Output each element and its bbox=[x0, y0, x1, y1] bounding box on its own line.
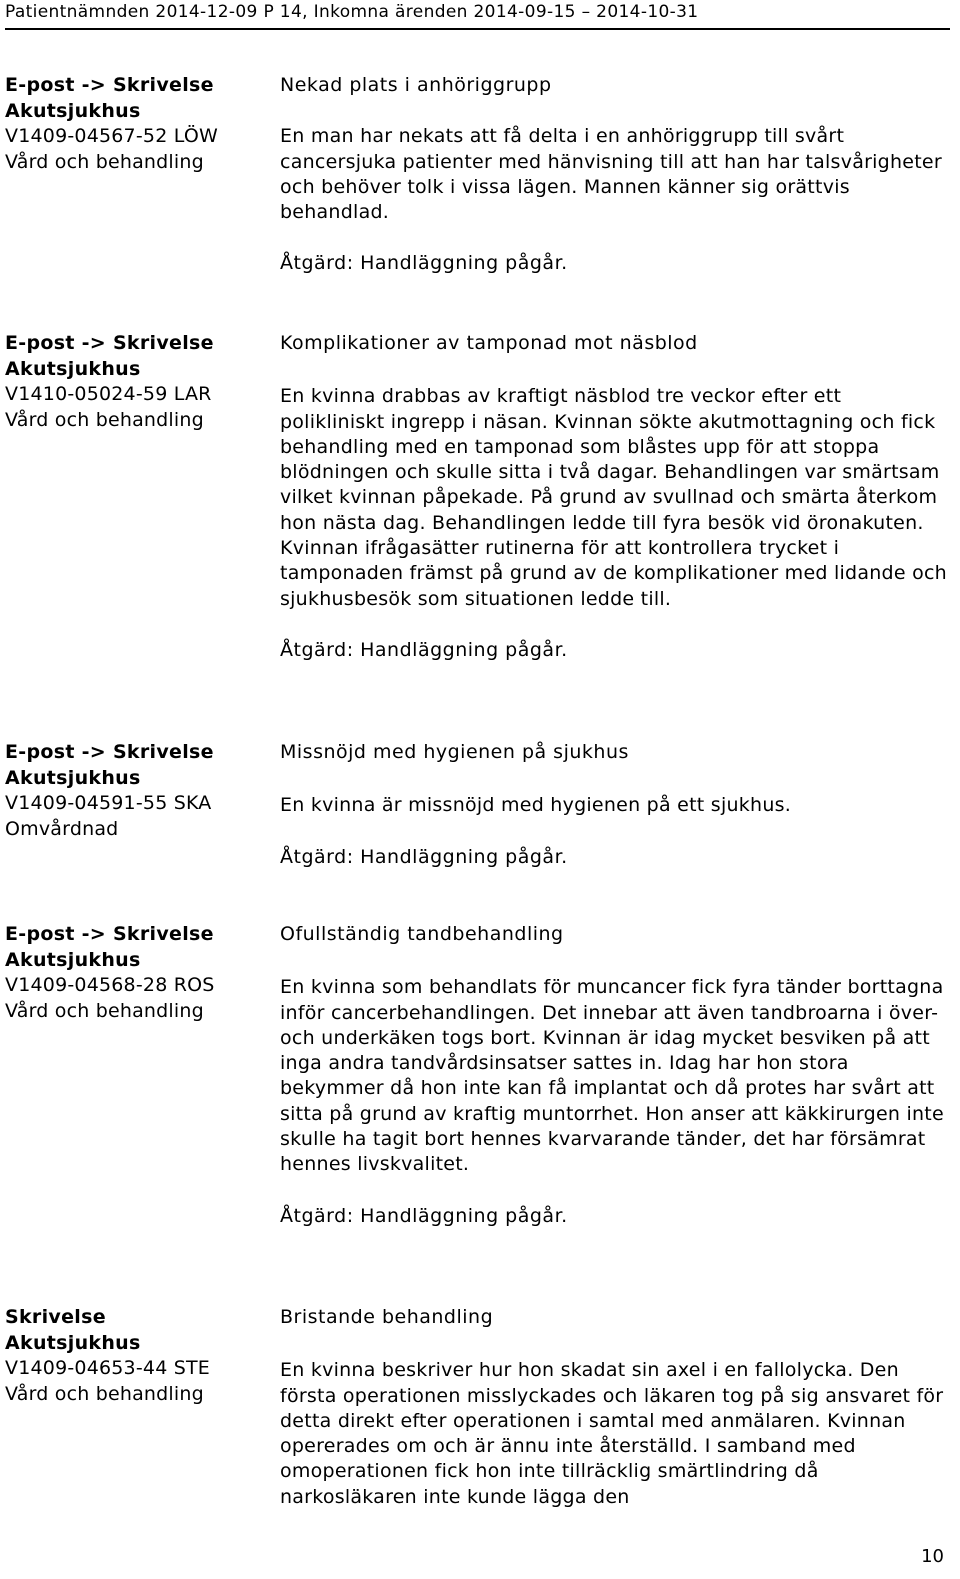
case-body bbox=[280, 922, 948, 1229]
case-unit: Akutsjukhus bbox=[5, 766, 141, 789]
case-body bbox=[280, 740, 948, 870]
case-category: Vård och behandling bbox=[5, 150, 204, 173]
case-id: V1410-05024-59 LAR bbox=[5, 383, 212, 405]
case-description: En kvinna drabbas av kraftigt näsblod tre veckor efter ett polikliniskt ingrepp i näsan. Kvinnan sökte akutmottagning och fick behandling med en tamponad som blåstes upp för att stoppa blödningen och skulle sitta i två dagar. Behandlingen var smärtsam vilket kvinnan påpekade. På grund av svullnad och smärta återkom hon nästa dag. Behandlingen ledde till fyra besök vid öronakuten. Kvinnan ifrågasätter rutinerna för att kontrollera trycket i tamponaden främst på grund av de komplikationer med lidande och sjukhusbesök som situationen ledde till. bbox=[280, 385, 947, 610]
case-meta bbox=[5, 73, 265, 175]
case-id: V1409-04591-55 SKA bbox=[5, 792, 212, 814]
case-meta bbox=[5, 1305, 265, 1407]
case-body bbox=[280, 1305, 948, 1536]
case-source: E-post -> Skrivelse bbox=[5, 332, 214, 354]
case-source: Skrivelse bbox=[5, 1306, 106, 1328]
case-body bbox=[280, 331, 948, 663]
case-action: Åtgärd: Handläggning pågår. bbox=[280, 1204, 568, 1227]
case-source: E-post -> Skrivelse bbox=[5, 74, 214, 96]
case-meta bbox=[5, 740, 265, 842]
case-body bbox=[280, 73, 948, 277]
case-unit: Akutsjukhus bbox=[5, 357, 141, 380]
case-title: Komplikationer av tamponad mot näsblod bbox=[280, 332, 698, 354]
case-id: V1409-04567-52 LÖW bbox=[5, 125, 218, 147]
case-title: Bristande behandling bbox=[280, 1306, 494, 1328]
case-category: Omvårdnad bbox=[5, 817, 119, 840]
case-unit: Akutsjukhus bbox=[5, 1331, 141, 1354]
case-meta bbox=[5, 922, 265, 1024]
case-category: Vård och behandling bbox=[5, 1382, 204, 1405]
case-description: En kvinna beskriver hur hon skadat sin axel i en fallolycka. Den första operationen misslyckades och läkaren tog på sig ansvaret för detta direkt efter operationen i samtal med anmälaren. Kvinnan opererades om och är ännu inte återställd. I samband med omoperationen fick hon inte tillräcklig smärtlindring då narkosläkaren inte kunde lägga den bbox=[280, 1359, 944, 1508]
case-title: Ofullständig tandbehandling bbox=[280, 923, 564, 945]
case-description: En kvinna är missnöjd med hygienen på ett sjukhus. bbox=[280, 794, 792, 817]
case-unit: Akutsjukhus bbox=[5, 99, 141, 122]
case-action: Åtgärd: Handläggning pågår. bbox=[280, 638, 568, 661]
case-meta bbox=[5, 331, 265, 433]
case-category: Vård och behandling bbox=[5, 999, 204, 1022]
header-text: Patientnämnden 2014-12-09 P 14, Inkomna ärenden 2014-09-15 – 2014-10-31 bbox=[5, 2, 699, 22]
case-id: V1409-04653-44 STE bbox=[5, 1357, 210, 1379]
case-title: Nekad plats i anhöriggrupp bbox=[280, 74, 552, 96]
case-description: En kvinna som behandlats för muncancer fick fyra tänder borttagna inför cancerbehandlingen. Det innebar att även tandbroarna i över- och underkäken togs bort. Kvinnan är idag mycket besviken på att inga andra tandvårdsinsatser sattes in. Idag har hon stora bekymmer då hon inte kan få implantat och då protes har svårt att sitta på grund av kraftig muntorrhet. Hon anser att käkkirurgen inte skulle ha tagit bort hennes kvarvarande tänder, det har försämrat hennes livskvalitet. bbox=[280, 976, 944, 1176]
case-source: E-post -> Skrivelse bbox=[5, 923, 214, 945]
case-action: Åtgärd: Handläggning pågår. bbox=[280, 252, 568, 275]
page-header bbox=[5, 0, 950, 30]
case-title: Missnöjd med hygienen på sjukhus bbox=[280, 741, 629, 763]
case-unit: Akutsjukhus bbox=[5, 948, 141, 971]
case-source: E-post -> Skrivelse bbox=[5, 741, 214, 763]
case-description: En man har nekats att få delta i en anhöriggrupp till svårt cancersjuka patienter med hänvisning till att han har talsvårigheter och behöver tolk i vissa lägen. Mannen känner sig orättvis behandlad. bbox=[280, 125, 942, 224]
page-number: 10 bbox=[921, 1546, 944, 1567]
case-category: Vård och behandling bbox=[5, 408, 204, 431]
case-action: Åtgärd: Handläggning pågår. bbox=[280, 845, 568, 868]
case-id: V1409-04568-28 ROS bbox=[5, 974, 215, 996]
